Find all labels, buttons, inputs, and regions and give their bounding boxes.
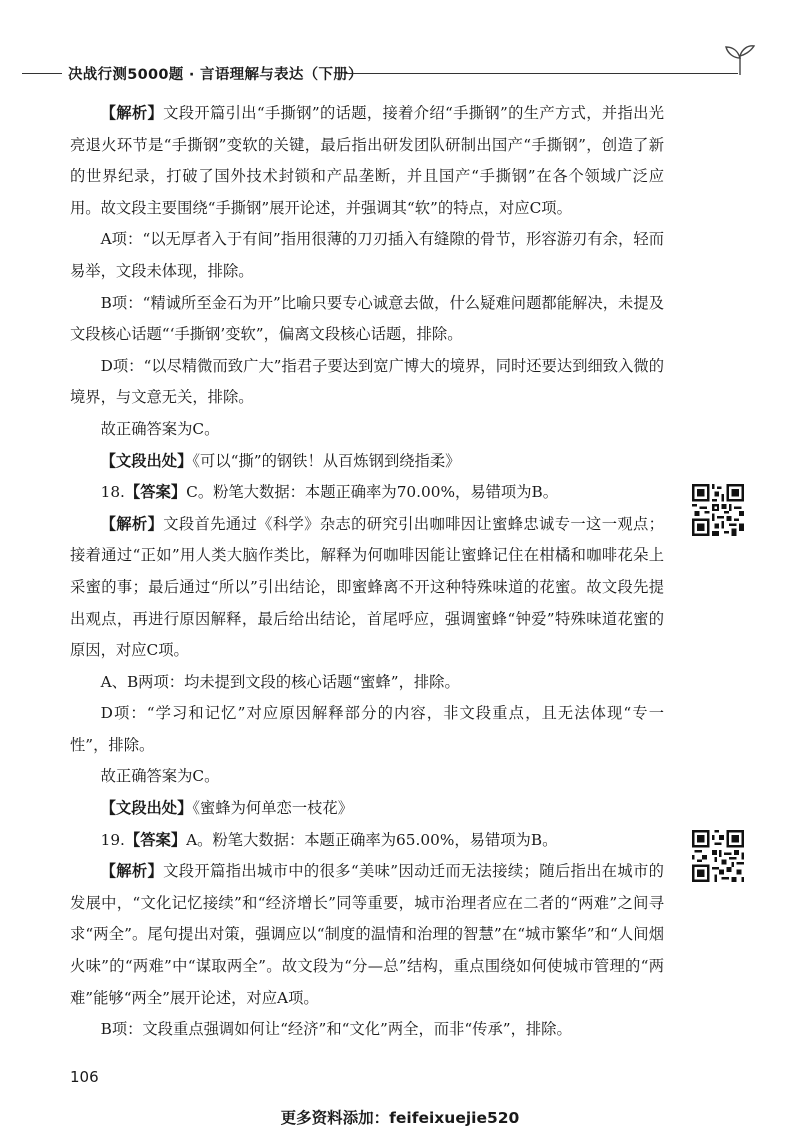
answer-tag: 【答案】 bbox=[124, 830, 187, 849]
paragraph-text: 《蜜蜂为何单恋一枝花》 bbox=[192, 799, 354, 818]
paragraph-option-b-17 bbox=[70, 288, 664, 351]
analysis-tag: 【解析】 bbox=[100, 862, 164, 881]
sprout-icon bbox=[723, 44, 757, 76]
paragraph-text: A。粉笔大数据：本题正确率为65.00%，易错项为B。 bbox=[186, 830, 558, 849]
paragraph-option-ab-18 bbox=[70, 667, 664, 699]
paragraph-answer-19 bbox=[70, 825, 664, 857]
source-tag: 【文段出处】 bbox=[100, 451, 193, 470]
footer-watermark: 更多资料添加：feifeixuejie520 bbox=[280, 1109, 520, 1127]
paragraph-answer-18 bbox=[70, 477, 664, 509]
question-number: 19. bbox=[100, 830, 125, 849]
paragraph-correct-17 bbox=[70, 414, 664, 446]
paragraph-option-d-17 bbox=[70, 351, 664, 414]
paragraph-text: 文段开篇引出“手撕钢”的话题，接着介绍“手撕钢”的生产方式，并指出光亮退火环节是“手撕钢”变软的关键，最后指出研发团队研制出国产“手撕钢”，创造了新的世界纪录，打破了国外技术封锁和产品垄断，并且国产“手撕钢”在各个领域广泛应用。故文段主要围绕“手撕钢”展开论述，并强调其“软”的特点，对应C项。 bbox=[70, 104, 664, 217]
paragraph-analysis-18 bbox=[70, 509, 664, 667]
header-rule-left bbox=[22, 73, 62, 74]
paragraph-text: A项：“以无厚者入于有间”指用很薄的刀刃插入有缝隙的骨节，形容游刃有余，轻而易举，文段未体现，排除。 bbox=[70, 230, 664, 280]
paragraph-text: A、B两项：均未提到文段的核心话题“蜜蜂”，排除。 bbox=[100, 672, 460, 691]
book-title: 决战行测5000题 · 言语理解与表达（下册） bbox=[68, 67, 363, 83]
paragraph-text: 故正确答案为C。 bbox=[100, 767, 220, 786]
paragraph-text: 文段开篇指出城市中的很多“美味”因动迁而无法接续；随后指出在城市的发展中，“文化记忆接续”和“经济增长”同等重要，城市治理者应在二者的“两难”之间寻求“两全”。尾句提出对策，强调应以“制度的温情和治理的智慧”在“城市繁华”和“人间烟火味”的“两难”中“谋取两全”。故文段为“分—总”结构，重点围绕如何使城市管理的“两难”能够“两全”展开论述，对应A项。 bbox=[70, 862, 664, 1007]
paragraph-source-18 bbox=[70, 793, 664, 825]
analysis-tag: 【解析】 bbox=[100, 104, 164, 122]
paragraph-correct-18 bbox=[70, 761, 664, 793]
paragraph-text: B项：文段重点强调如何让“经济”和“文化”两全，而非“传承”，排除。 bbox=[100, 1020, 572, 1039]
question-number: 18. bbox=[100, 483, 125, 502]
analysis-tag: 【解析】 bbox=[100, 514, 164, 533]
paragraph-text: 文段首先通过《科学》杂志的研究引出咖啡因让蜜蜂忠诚专一这一观点；接着通过“正如”用人类大脑作类比，解释为何咖啡因能让蜜蜂记住在柑橘和咖啡花朵上采蜜的事；最后通过“所以”引出结论，即蜜蜂离不开这种特殊味道的花蜜。故文段先提出观点，再进行原因解释，最后给出结论，首尾呼应，强调蜜蜂“钟爱”特殊味道花蜜的原因，对应C项。 bbox=[70, 514, 664, 660]
header-rule-right bbox=[345, 73, 738, 74]
paragraph-analysis-17 bbox=[70, 98, 664, 224]
paragraph-option-d-18 bbox=[70, 698, 664, 761]
qr-code-icon[interactable] bbox=[692, 830, 744, 882]
paragraph-text: B项：“精诚所至金石为开”比喻只要专心诚意去做，什么疑难问题都能解决，未提及文段核心话题“‘手撕钢’变软”，偏离文段核心话题，排除。 bbox=[70, 293, 664, 344]
paragraph-text: 故正确答案为C。 bbox=[100, 419, 220, 438]
paragraph-option-a-17 bbox=[70, 224, 664, 287]
paragraph-text: D项：“学习和记忆”对应原因解释部分的内容，非文段重点，且无法体现“专一性”，排除。 bbox=[70, 704, 664, 754]
paragraph-analysis-19 bbox=[70, 856, 664, 1014]
answer-tag: 【答案】 bbox=[124, 483, 187, 502]
page-number: 106 bbox=[70, 1068, 99, 1086]
answer-explanations bbox=[70, 98, 664, 1046]
paragraph-text: 《可以“撕”的钢铁！从百炼钢到绕指柔》 bbox=[192, 451, 461, 470]
running-header bbox=[0, 58, 800, 88]
paragraph-option-b-19 bbox=[70, 1014, 664, 1046]
qr-code-icon[interactable] bbox=[692, 484, 744, 536]
paragraph-text: D项：“以尽精微而致广大”指君子要达到宽广博大的境界，同时还要达到细致入微的境界，与文意无关，排除。 bbox=[70, 356, 664, 407]
source-tag: 【文段出处】 bbox=[100, 799, 193, 818]
paragraph-source-17 bbox=[70, 446, 664, 478]
paragraph-text: C。粉笔大数据：本题正确率为70.00%，易错项为B。 bbox=[186, 483, 559, 502]
